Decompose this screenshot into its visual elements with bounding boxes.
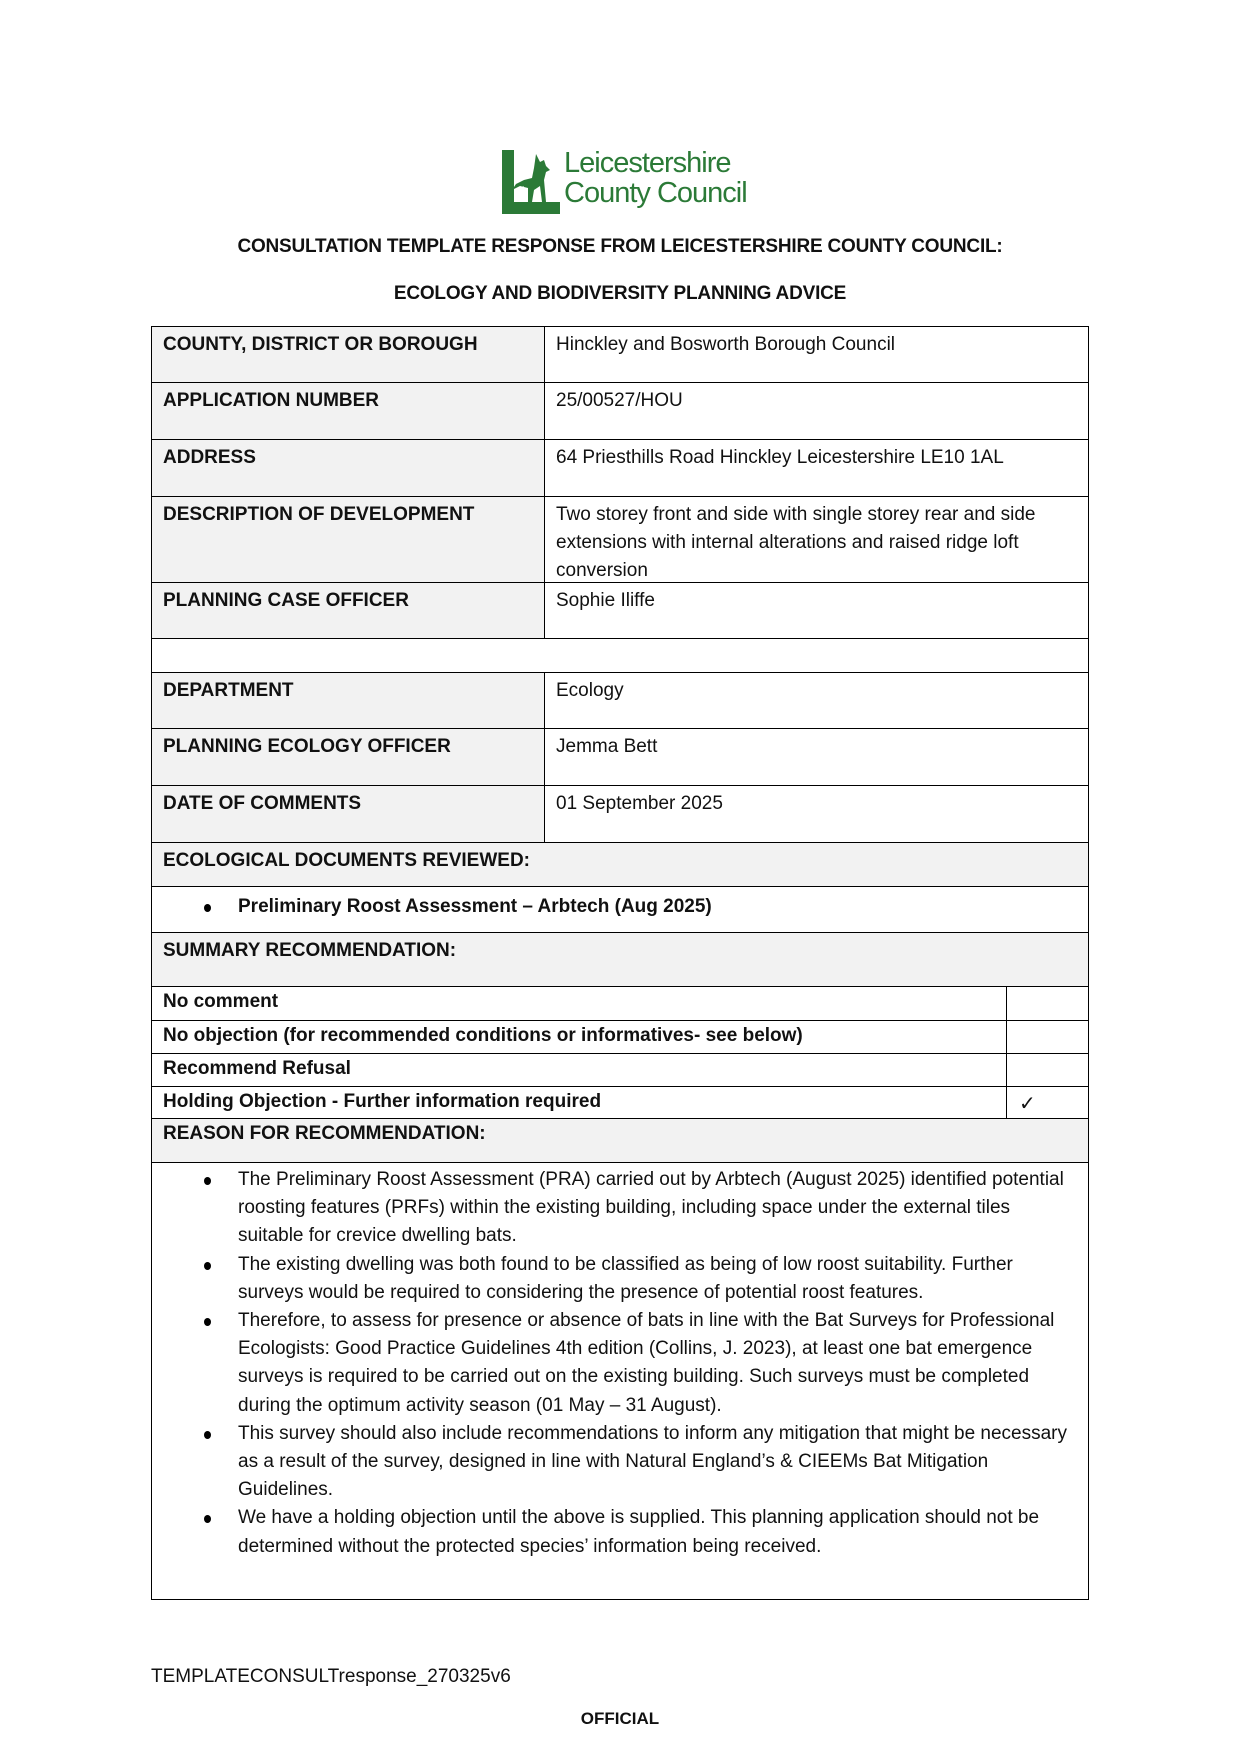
council-logo (502, 147, 752, 214)
summary-option-row (151, 1020, 1089, 1053)
reason-text: The Preliminary Roost Assessment (PRA) carried out by Arbtech (August 2025) identified potential roosting features (PRFs) within the existing building, including space under the external tiles suitable for crevice dwelling bats. (238, 1169, 1064, 1247)
option-label: No comment (152, 987, 1007, 1020)
reason-text: We have a holding objection until the above is supplied. This planning application should not be determined without the protected species’ information being received. (238, 1507, 1040, 1557)
blank-cell (152, 639, 1088, 672)
logo-text (564, 148, 747, 208)
summary-option-row (151, 986, 1089, 1020)
reason-bullet (152, 1504, 1088, 1560)
reason-text: Therefore, to assess for presence or absence of bats in line with the Bat Surveys for Professional Ecologists: Good Practice Guidelines 4th edition (Collins, J. 2023), at least one bat emergence surveys is required to be carried out on the existing building. Such surveys must be completed during the optimum activity season (01 May – 31 August). (238, 1310, 1055, 1416)
documents-list-row (151, 886, 1089, 932)
bullet-icon (204, 904, 211, 912)
field-value: Jemma Bett (545, 729, 1088, 785)
details-row (151, 382, 1089, 439)
field-value: 01 September 2025 (545, 786, 1088, 842)
classification-label: OFFICIAL (580, 1709, 660, 1728)
reason-bullet (152, 1420, 1088, 1505)
summary-option-row (151, 1086, 1089, 1118)
option-label: Recommend Refusal (152, 1054, 1007, 1086)
documents-heading: ECOLOGICAL DOCUMENTS REVIEWED: (152, 843, 1088, 886)
logo-line-2: County Council (564, 177, 747, 209)
bullet-icon (204, 1177, 211, 1185)
document-title: CONSULTATION TEMPLATE RESPONSE FROM LEICESTERSHIRE COUNTY COUNCIL: (237, 236, 1003, 257)
field-label: DATE OF COMMENTS (152, 786, 545, 842)
reason-bullet (152, 1166, 1088, 1251)
field-label: COUNTY, DISTRICT OR BOROUGH (152, 327, 545, 382)
spacer-row (151, 638, 1089, 672)
details-row (151, 496, 1089, 582)
details-row (151, 326, 1089, 382)
bullet-icon (204, 1515, 211, 1523)
field-value: 25/00527/HOU (545, 383, 1088, 439)
reason-bullet (152, 1307, 1088, 1420)
field-value: Ecology (545, 673, 1088, 728)
field-label: DEPARTMENT (152, 673, 545, 728)
officer-row (151, 785, 1089, 842)
option-label: No objection (for recommended conditions or informatives- see below) (152, 1021, 1007, 1053)
bullet-icon (204, 1318, 211, 1326)
summary-heading: SUMMARY RECOMMENDATION: (152, 933, 1088, 986)
reason-bullet (152, 1251, 1088, 1307)
checkmark-icon[interactable]: ✓ (1019, 1093, 1036, 1115)
bullet-icon (204, 1431, 211, 1439)
details-row (151, 582, 1089, 638)
field-value: Hinckley and Bosworth Borough Council (545, 327, 1088, 382)
option-label: Holding Objection - Further information required (152, 1087, 1007, 1118)
field-label: PLANNING ECOLOGY OFFICER (152, 729, 545, 785)
reason-text: This survey should also include recommendations to inform any mitigation that might be necessary as a result of the survey, designed in line with Natural England’s & CIEEMs Bat Mitigation Guidelines. (238, 1422, 1068, 1501)
summary-heading-row (151, 932, 1089, 986)
field-value: 64 Priesthills Road Hinckley Leicestershire LE10 1AL (545, 440, 1088, 496)
details-row (151, 439, 1089, 496)
field-label: APPLICATION NUMBER (152, 383, 545, 439)
reason-heading-row (151, 1118, 1089, 1162)
field-label: PLANNING CASE OFFICER (152, 583, 545, 638)
field-value: Two storey front and side with single storey rear and side extensions with internal alterations and raised ridge loft conversion (545, 497, 1088, 582)
option-checkbox[interactable] (1007, 1054, 1088, 1086)
document-item (152, 887, 1088, 932)
document-name: Preliminary Roost Assessment – Arbtech (Aug 2025) (238, 896, 712, 917)
logo-line-1: Leicestershire (564, 147, 731, 179)
bullet-icon (204, 1262, 211, 1270)
reason-list (152, 1166, 1088, 1561)
officer-row (151, 672, 1089, 728)
documents-heading-row (151, 842, 1089, 886)
field-label: ADDRESS (152, 440, 545, 496)
field-label: DESCRIPTION OF DEVELOPMENT (152, 497, 545, 582)
reason-text: The existing dwelling was both found to be classified as being of low roost suitability. Further surveys would be required to considering the presence of potential roost features. (238, 1253, 1013, 1303)
fox-emblem-icon (502, 150, 562, 214)
option-checkbox[interactable] (1007, 987, 1088, 1020)
document-subtitle: ECOLOGY AND BIODIVERSITY PLANNING ADVICE (393, 283, 847, 304)
summary-option-row (151, 1053, 1089, 1086)
reason-body-row (151, 1162, 1089, 1600)
option-checkbox[interactable] (1007, 1021, 1088, 1053)
field-value: Sophie Iliffe (545, 583, 1088, 638)
officer-row (151, 728, 1089, 785)
reason-heading: REASON FOR RECOMMENDATION: (152, 1119, 1088, 1162)
template-reference: TEMPLATECONSULTresponse_270325v6 (151, 1666, 511, 1687)
reason-body (152, 1163, 1088, 1599)
